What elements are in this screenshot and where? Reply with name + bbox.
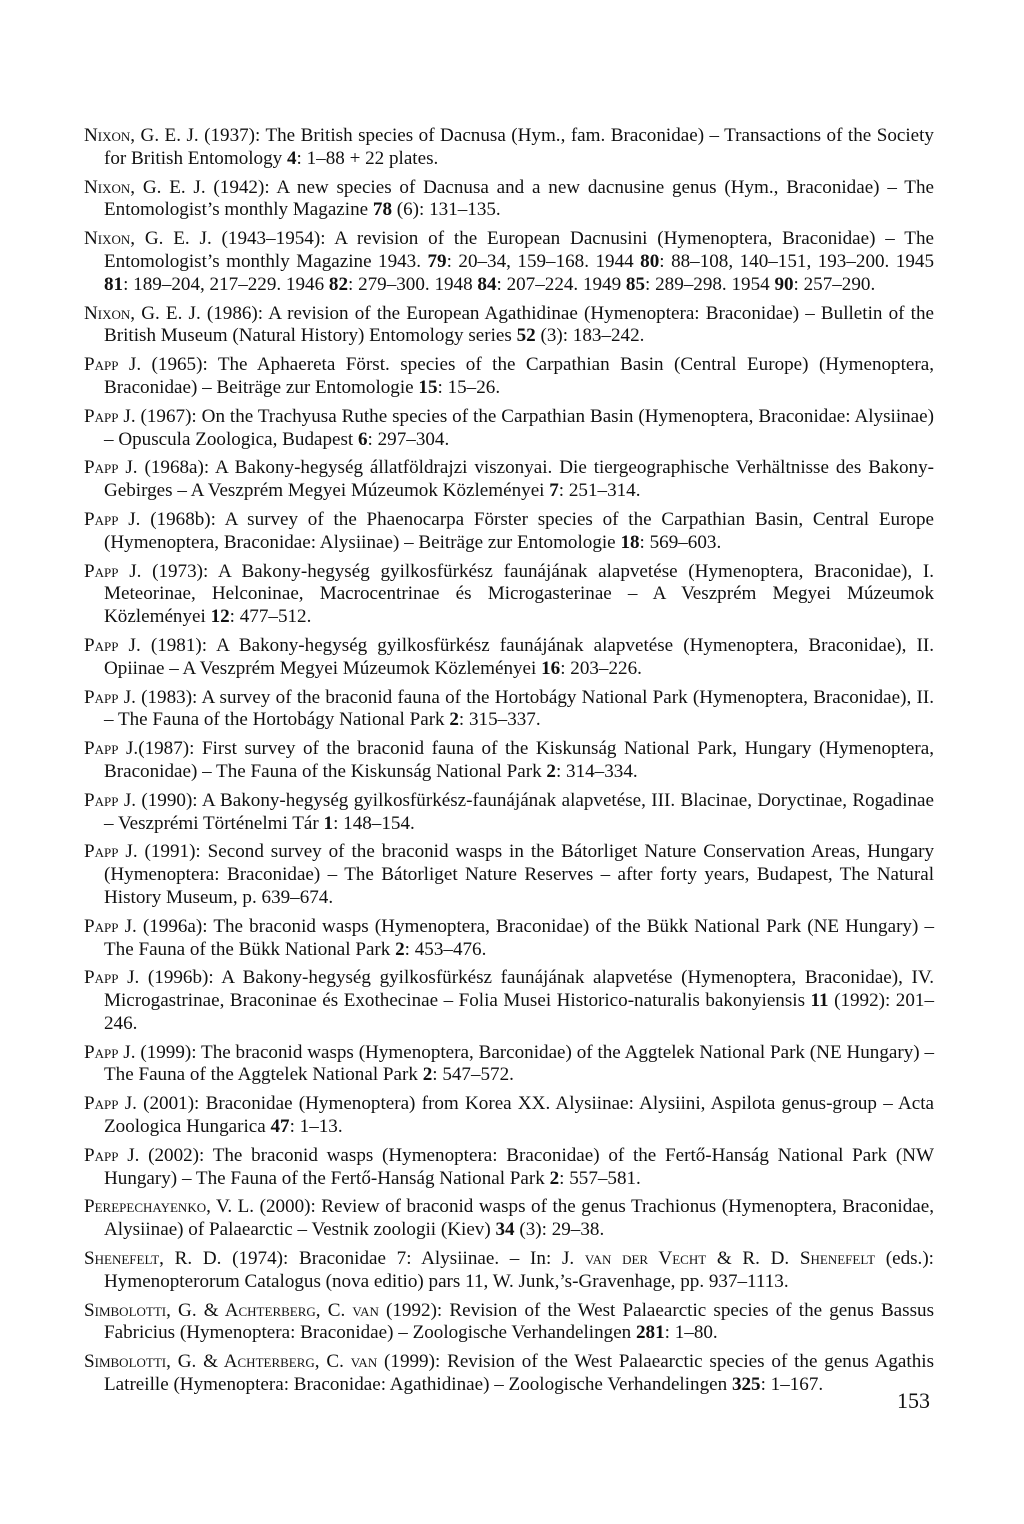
reference-text: : 314–334.: [555, 760, 638, 782]
reference-author: Simbolotti, G. & Achterberg, C. van: [84, 1351, 378, 1373]
reference-author: Papp: [84, 405, 119, 427]
reference-author: Papp: [84, 841, 119, 863]
reference-author: Papp: [84, 508, 119, 530]
reference-volume: 6: [358, 428, 368, 450]
reference-entry: [84, 457, 934, 503]
reference-text: (1974): Braconidae 7: Alysiinae. – In: J.: [221, 1248, 585, 1270]
reference-entry: [84, 177, 934, 223]
reference-text: (1992): Revision of the West Palaearctic species of the genus Bassus Fabricius (Hymenoptera: Braconidae) – Zoologische Verhandelingen: [104, 1299, 934, 1344]
reference-text: : 257–290.: [793, 273, 876, 295]
reference-text: (6): 131–135.: [391, 199, 501, 221]
reference-entry: [84, 406, 934, 452]
reference-text: : 148–154.: [333, 812, 415, 834]
reference-text: J. (2001): Braconidae (Hymenoptera) from Korea XX. Alysiinae: Alysiini, Aspilota genus-group – Acta Zoologica Hungarica: [104, 1093, 934, 1138]
reference-text: : 1–167.: [760, 1374, 824, 1396]
reference-text: (3): 183–242.: [535, 325, 645, 347]
reference-volume: 2: [549, 1167, 560, 1189]
reference-text: J. (1981): A Bakony-hegység gyilkosfürkész faunájának alapvetése (Hymenoptera, Braconidae), II. Opiinae – A Veszprém Megyei Múzeumok Közleményei: [104, 634, 934, 679]
reference-author: Papp: [84, 1144, 119, 1166]
reference-volume: 12: [210, 606, 230, 628]
reference-text: : 1–88 + 22 plates.: [296, 147, 439, 169]
reference-author: Papp: [84, 915, 119, 937]
reference-entry: [84, 1196, 934, 1242]
reference-text: : 547–572.: [432, 1064, 514, 1086]
reference-volume: 90: [774, 273, 794, 295]
reference-entry: [84, 967, 934, 1035]
reference-text: : 20–34, 159–168. 1944: [446, 250, 641, 272]
reference-author: Shenefelt: [799, 1248, 876, 1270]
reference-volume: 18: [620, 531, 640, 553]
reference-author: Papp: [84, 967, 119, 989]
reference-entry: [84, 125, 934, 171]
reference-author: Papp: [84, 686, 119, 708]
reference-text: (2000): Review of braconid wasps of the genus Trachionus (Hymenoptera, Braconidae, Alysiinae) of Palaearctic – Vestnik zoologii (Kiev): [104, 1196, 934, 1241]
reference-volume: 81: [104, 273, 124, 295]
reference-volume: 2: [546, 760, 556, 782]
reference-text: : 207–224. 1949: [496, 273, 626, 295]
reference-text: (1943–1954): A revision of the European Dacnusini (Hymenoptera, Braconidae) – The Entomologist’s monthly Magazine 1943.: [104, 228, 934, 272]
reference-author: van der Vecht: [584, 1248, 707, 1270]
reference-entry: [84, 1093, 934, 1139]
reference-entry: [84, 509, 934, 555]
reference-author: Nixon, G. E. J.: [84, 302, 201, 324]
reference-text: : 557–581.: [559, 1167, 641, 1189]
reference-text: : 315–337.: [458, 709, 541, 731]
reference-volume: 1: [323, 812, 334, 834]
reference-text: J. (1990): A Bakony-hegység gyilkosfürkész-faunájának alapvetése, III. Blacinae, Doryctinae, Rogadinae – Veszprémi Történelmi Tár: [104, 789, 934, 834]
reference-volume: 52: [516, 325, 536, 347]
reference-text: : 279–300. 1948: [347, 273, 478, 295]
reference-text: : 289–298. 1954: [645, 273, 775, 295]
reference-text: J. (1965): The Aphaereta Först. species of the Carpathian Basin (Central Europe) (Hymenoptera, Braconidae) – Beiträge zur Entomologie: [104, 354, 934, 398]
reference-entry: [84, 841, 934, 909]
page-number: 153: [897, 1388, 930, 1413]
reference-volume: 325: [731, 1374, 761, 1396]
reference-text: J. (1973): A Bakony-hegység gyilkosfürkész faunájának alapvetése (Hymenoptera, Braconidae), I. Meteorinae, Helconinae, Macrocentrinae és Microgasterinae – A Veszprém Megyei Múzeumok Közleményei: [104, 560, 934, 628]
reference-text: (eds.): Hymenopterorum Catalogus (nova editio) pars 11, W. Junk,’s-Gravenhage, pp. 937–1113.: [104, 1248, 934, 1292]
reference-text: : 569–603.: [639, 531, 722, 553]
reference-author: Papp: [84, 560, 119, 582]
reference-volume: 281: [636, 1322, 665, 1344]
reference-text: (1986): A revision of the European Agathidinae (Hymenoptera: Braconidae) – Bulletin of the British Museum (Natural History) Entomology series: [104, 302, 934, 347]
reference-volume: 80: [640, 250, 660, 272]
reference-entry: [84, 738, 934, 784]
reference-entry: [84, 1300, 934, 1346]
reference-entry: [84, 1351, 934, 1397]
reference-volume: 11: [810, 990, 829, 1012]
reference-author: Nixon, G. E. J.: [84, 176, 206, 198]
reference-volume: 84: [477, 273, 497, 295]
reference-author: Papp: [84, 1041, 119, 1063]
reference-text: (1942): A new species of Dacnusa and a new dacnusine genus (Hym., Braconidae) – The Entomologist’s monthly Magazine: [104, 176, 934, 221]
reference-volume: 16: [541, 657, 561, 679]
reference-text: J. (1967): On the Trachyusa Ruthe species of the Carpathian Basin (Hymenoptera, Braconidae: Alysiinae) – Opuscula Zoologica, Budapest: [104, 405, 934, 450]
reference-text: & R. D.: [706, 1248, 800, 1270]
reference-volume: 79: [427, 250, 447, 272]
reference-text: : 1–80.: [664, 1322, 718, 1344]
reference-text: : 1–13.: [289, 1116, 343, 1138]
reference-author: Simbolotti, G. & Achterberg, C. van: [84, 1299, 379, 1321]
reference-text: : 203–226.: [560, 657, 642, 679]
reference-author: Nixon, G. E. J.: [84, 125, 199, 146]
reference-text: J. (1983): A survey of the braconid fauna of the Hortobágy National Park (Hymenoptera, Braconidae), II. – The Fauna of the Hortobágy National Park: [104, 686, 934, 731]
reference-volume: 15: [418, 376, 438, 398]
reference-text: (1999): Revision of the West Palaearctic species of the genus Agathis Latreille (Hymenoptera: Braconidae: Agathidinae) – Zoologische Verhandelingen: [104, 1351, 934, 1396]
reference-entry: [84, 303, 934, 349]
reference-text: J. (2002): The braconid wasps (Hymenoptera: Braconidae) of the Fertő-Hanság National Park (NW Hungary) – The Fauna of the Fertő-Hanság National Park: [104, 1144, 934, 1189]
reference-volume: 2: [395, 938, 405, 960]
reference-author: Perepechayenko, V. L.: [84, 1196, 255, 1218]
reference-text: : 477–512.: [229, 606, 312, 628]
reference-text: (1992): 201–246.: [104, 990, 934, 1034]
reference-text: J. (1996b): A Bakony-hegység gyilkosfürkész faunájának alapvetése (Hymenoptera, Braconidae), IV. Microgastrinae, Braconinae és Exothecinae – Folia Musei Historico-naturalis bakonyiensis: [104, 967, 934, 1012]
reference-text: : 88–108, 140–151, 193–200. 1945: [659, 250, 934, 272]
reference-text: : 251–314.: [558, 480, 641, 502]
reference-text: J. (1996a): The braconid wasps (Hymenoptera, Braconidae) of the Bükk National Park (NE Hungary) – The Fauna of the Bükk National Park: [104, 915, 934, 960]
reference-author: Shenefelt, R. D.: [84, 1248, 222, 1270]
reference-text: : 189–204, 217–229. 1946: [123, 273, 329, 295]
reference-entry: [84, 635, 934, 681]
reference-volume: 7: [549, 480, 559, 502]
reference-volume: 82: [328, 273, 348, 295]
reference-volume: 2: [422, 1064, 433, 1086]
reference-author: Papp: [84, 789, 119, 811]
reference-entry: [84, 916, 934, 962]
reference-volume: 2: [449, 709, 459, 731]
reference-volume: 34: [495, 1219, 515, 1241]
reference-author: Papp: [84, 738, 119, 760]
reference-author: Papp: [84, 634, 119, 656]
reference-text: J. (1968a): A Bakony-hegység állatföldrajzi viszonyai. Die tiergeographische Verhältnisse des Bakony-Gebirges – A Veszprém Megyei Múzeumok Közleményei: [104, 457, 934, 502]
reference-text: J. (1991): Second survey of the braconid wasps in the Bátorliget Nature Conservation Areas, Hungary (Hymenoptera: Braconidae) – The Bátorliget Nature Reserves – after forty years, Budapest, The Natural History Museum, p. 639–674.: [104, 841, 934, 908]
reference-volume: 78: [372, 199, 392, 221]
reference-text: J. (1999): The braconid wasps (Hymenoptera, Barconidae) of the Aggtelek National Park (NE Hungary) – The Fauna of the Aggtelek National Park: [104, 1041, 934, 1086]
reference-text: (3): 29–38.: [514, 1219, 605, 1241]
reference-text: J. (1968b): A survey of the Phaenocarpa Förster species of the Carpathian Basin, Central Europe (Hymenoptera, Braconidae: Alysiinae) – Beiträge zur Entomologie: [104, 508, 934, 553]
reference-author: Papp: [84, 354, 119, 376]
reference-text: (1937): The British species of Dacnusa (Hym., fam. Braconidae) – Transactions of the Society for British Entomology: [104, 125, 934, 169]
reference-text: J.(1987): First survey of the braconid fauna of the Kiskunság National Park, Hungary (Hymenoptera, Braconidae) – The Fauna of the Kiskunság National Park: [104, 738, 934, 782]
reference-author: Papp: [84, 457, 119, 479]
reference-volume: 47: [270, 1116, 290, 1138]
reference-text: : 453–476.: [404, 938, 487, 960]
reference-entry: [84, 561, 934, 629]
reference-entry: [84, 1042, 934, 1088]
reference-entry: [84, 228, 934, 296]
reference-volume: 4: [286, 147, 297, 169]
reference-entry: [84, 1248, 934, 1294]
reference-entry: [84, 687, 934, 733]
reference-list: [84, 125, 934, 1403]
reference-text: : 297–304.: [367, 428, 450, 450]
reference-entry: [84, 790, 934, 836]
reference-volume: 85: [625, 273, 646, 295]
reference-author: Papp: [84, 1093, 119, 1115]
reference-entry: [84, 354, 934, 400]
reference-text: : 15–26.: [437, 376, 501, 398]
reference-author: Nixon, G. E. J.: [84, 228, 212, 250]
reference-entry: [84, 1145, 934, 1191]
